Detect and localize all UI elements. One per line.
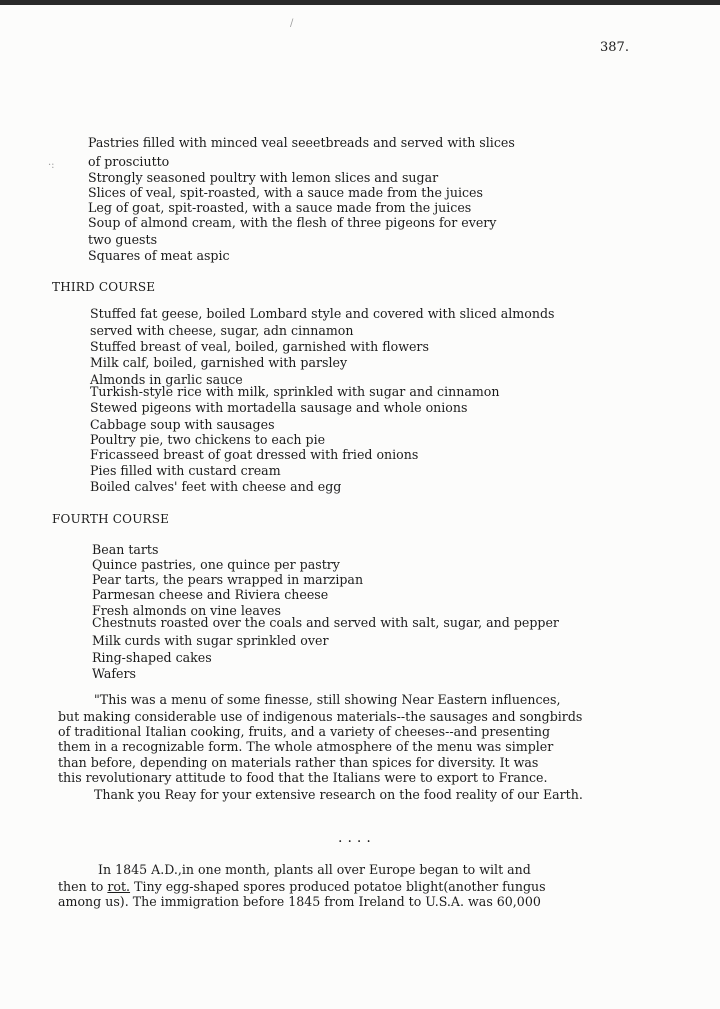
section-separator: .... — [338, 830, 376, 846]
third-course-heading: THIRD COURSE — [52, 280, 156, 294]
menu-item: Poultry pie, two chickens to each pie — [90, 432, 326, 447]
menu-item: Stuffed breast of veal, boiled, garnished with flowers — [90, 339, 429, 354]
blight-line: In 1845 A.D.,in one month, plants all over Europe began to wilt and — [98, 862, 531, 877]
commentary-line: them in a recognizable form. The whole atmosphere of the menu was simpler — [58, 739, 554, 754]
menu-item: Soup of almond cream, with the flesh of three pigeons for every — [88, 215, 497, 230]
menu-item: Almonds in garlic sauce — [90, 372, 243, 387]
menu-item: Ring-shaped cakes — [92, 650, 212, 665]
menu-item: Stuffed fat geese, boiled Lombard style and covered with sliced almonds — [90, 306, 555, 321]
page-top-edge — [0, 0, 720, 5]
menu-item: Bean tarts — [92, 542, 159, 557]
commentary-line: than before, depending on materials rather than spices for diversity. It was — [58, 755, 539, 770]
acknowledgement-line: Thank you Reay for your extensive research on the food reality of our Earth. — [94, 787, 583, 802]
menu-item: Wafers — [92, 666, 136, 681]
menu-item: Pastries filled with minced veal seeetbreads and served with slices — [88, 135, 515, 150]
blight-text: then to — [58, 879, 108, 894]
menu-item: Cabbage soup with sausages — [90, 417, 275, 432]
menu-item: Squares of meat aspic — [88, 248, 230, 263]
commentary-line: of traditional Italian cooking, fruits, and a variety of cheeses--and presenting — [58, 724, 551, 739]
menu-item: Leg of goat, spit-roasted, with a sauce made from the juices — [88, 200, 472, 215]
menu-item: two guests — [88, 232, 158, 247]
underlined-word: rot. — [107, 879, 131, 894]
menu-item: Pear tarts, the pears wrapped in marzipan — [92, 572, 364, 587]
menu-item: Slices of veal, spit-roasted, with a sauce made from the juices — [88, 185, 483, 200]
menu-item: Stewed pigeons with mortadella sausage and whole onions — [90, 400, 468, 415]
fourth-course-heading: FOURTH COURSE — [52, 512, 170, 526]
menu-item: of prosciutto — [88, 154, 170, 169]
menu-item: Boiled calves' feet with cheese and egg — [90, 479, 342, 494]
menu-item: Quince pastries, one quince per pastry — [92, 557, 340, 572]
commentary-line: but making considerable use of indigenous materials--the sausages and songbirds — [58, 709, 583, 724]
page-number: 387. — [600, 40, 629, 55]
scan-speck: ·: — [48, 160, 55, 171]
blight-text: Tiny egg-shaped spores produced potatoe blight(another fungus — [130, 879, 546, 894]
commentary-line: this revolutionary attitude to food that the Italians were to export to France. — [58, 770, 548, 785]
menu-item: Strongly seasoned poultry with lemon slices and sugar — [88, 170, 439, 185]
blight-line — [58, 879, 546, 895]
scan-speck: / — [290, 18, 294, 29]
menu-item: Parmesan cheese and Riviera cheese — [92, 587, 329, 602]
commentary-line: "This was a menu of some finesse, still showing Near Eastern influences, — [94, 692, 561, 707]
menu-item: Milk calf, boiled, garnished with parsley — [90, 355, 348, 370]
menu-item: Fresh almonds on vine leaves — [92, 603, 281, 618]
blight-line: among us). The immigration before 1845 from Ireland to U.S.A. was 60,000 — [58, 894, 541, 909]
menu-item: Turkish-style rice with milk, sprinkled with sugar and cinnamon — [90, 384, 500, 399]
menu-item: Fricasseed breast of goat dressed with fried onions — [90, 447, 419, 462]
menu-item: Pies filled with custard cream — [90, 463, 281, 478]
menu-item: Milk curds with sugar sprinkled over — [92, 633, 329, 648]
menu-item: served with cheese, sugar, adn cinnamon — [90, 323, 354, 338]
menu-item: Chestnuts roasted over the coals and served with salt, sugar, and pepper — [92, 615, 559, 630]
